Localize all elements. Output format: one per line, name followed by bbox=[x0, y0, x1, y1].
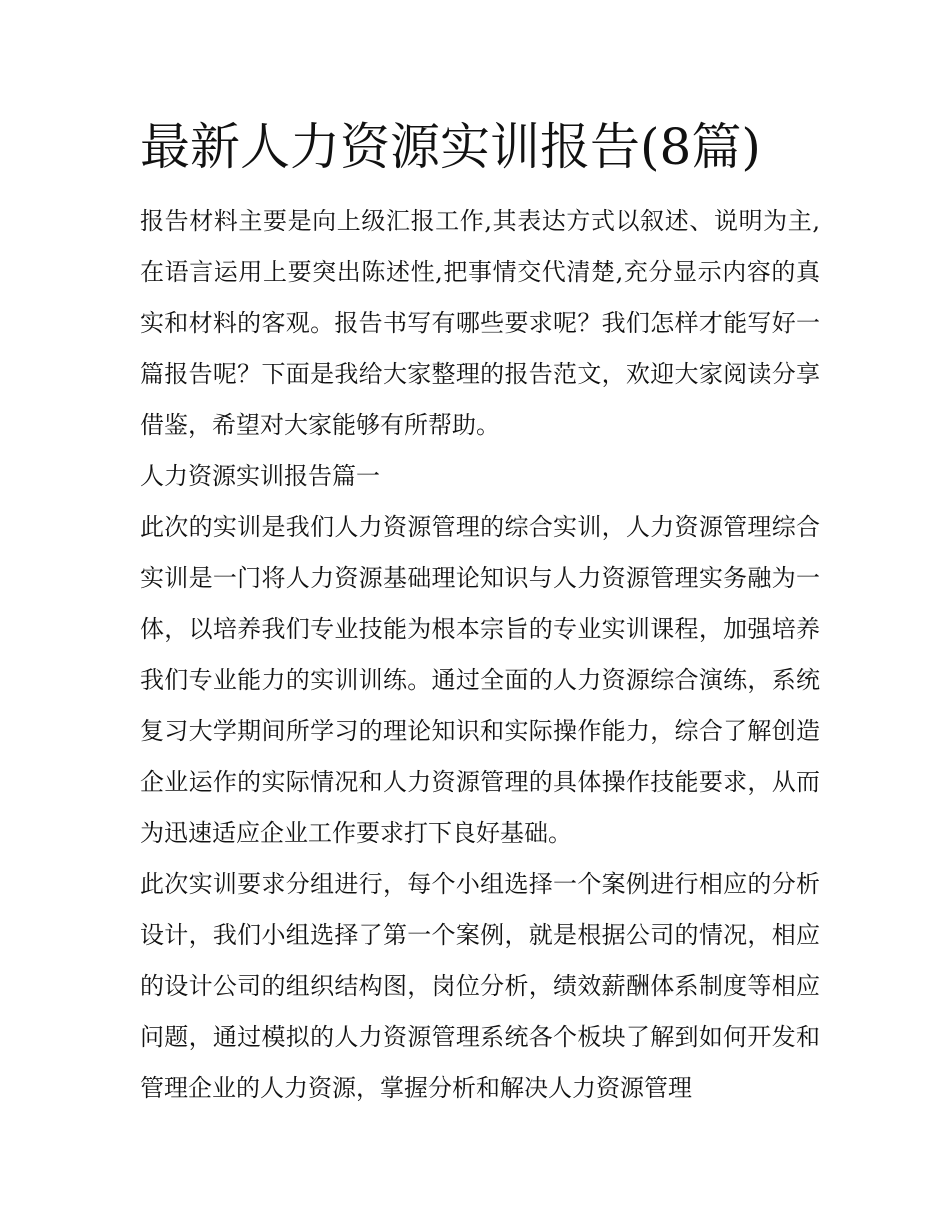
document-page bbox=[140, 112, 820, 1114]
section-heading: 人力资源实训报告篇一 bbox=[140, 462, 380, 490]
body-paragraph-2: 此次实训要求分组进行，每个小组选择一个案例进行相应的分析设计，我们小组选择了第一个案例，就是根据公司的情况，相应的设计公司的组织结构图，岗位分析，绩效薪酬体系制度等相应问题，通过模拟的人力资源管理系统各个板块了解到如何开发和管理企业的人力资源，掌握分析和解决人力资源管理 bbox=[140, 870, 820, 1102]
intro-paragraph: 报告材料主要是向上级汇报工作,其表达方式以叙述、说明为主,在语言运用上要突出陈述性,把事情交代清楚,充分显示内容的真实和材料的客观。报告书写有哪些要求呢？我们怎样才能写好一篇报告呢？下面是我给大家整理的报告范文，欢迎大家阅读分享借鉴，希望对大家能够有所帮助。 bbox=[140, 207, 820, 439]
body-paragraph-1: 此次的实训是我们人力资源管理的综合实训，人力资源管理综合实训是一门将人力资源基础理论知识与人力资源管理实务融为一体，以培养我们专业技能为根本宗旨的专业实训课程，加强培养我们专业能力的实训训练。通过全面的人力资源综合演练，系统复习大学期间所学习的理论知识和实际操作能力，综合了解创造企业运作的实际情况和人力资源管理的具体操作技能要求，从而为迅速适应企业工作要求打下良好基础。 bbox=[140, 513, 820, 847]
document-title: 最新人力资源实训报告(8篇) bbox=[140, 118, 761, 176]
